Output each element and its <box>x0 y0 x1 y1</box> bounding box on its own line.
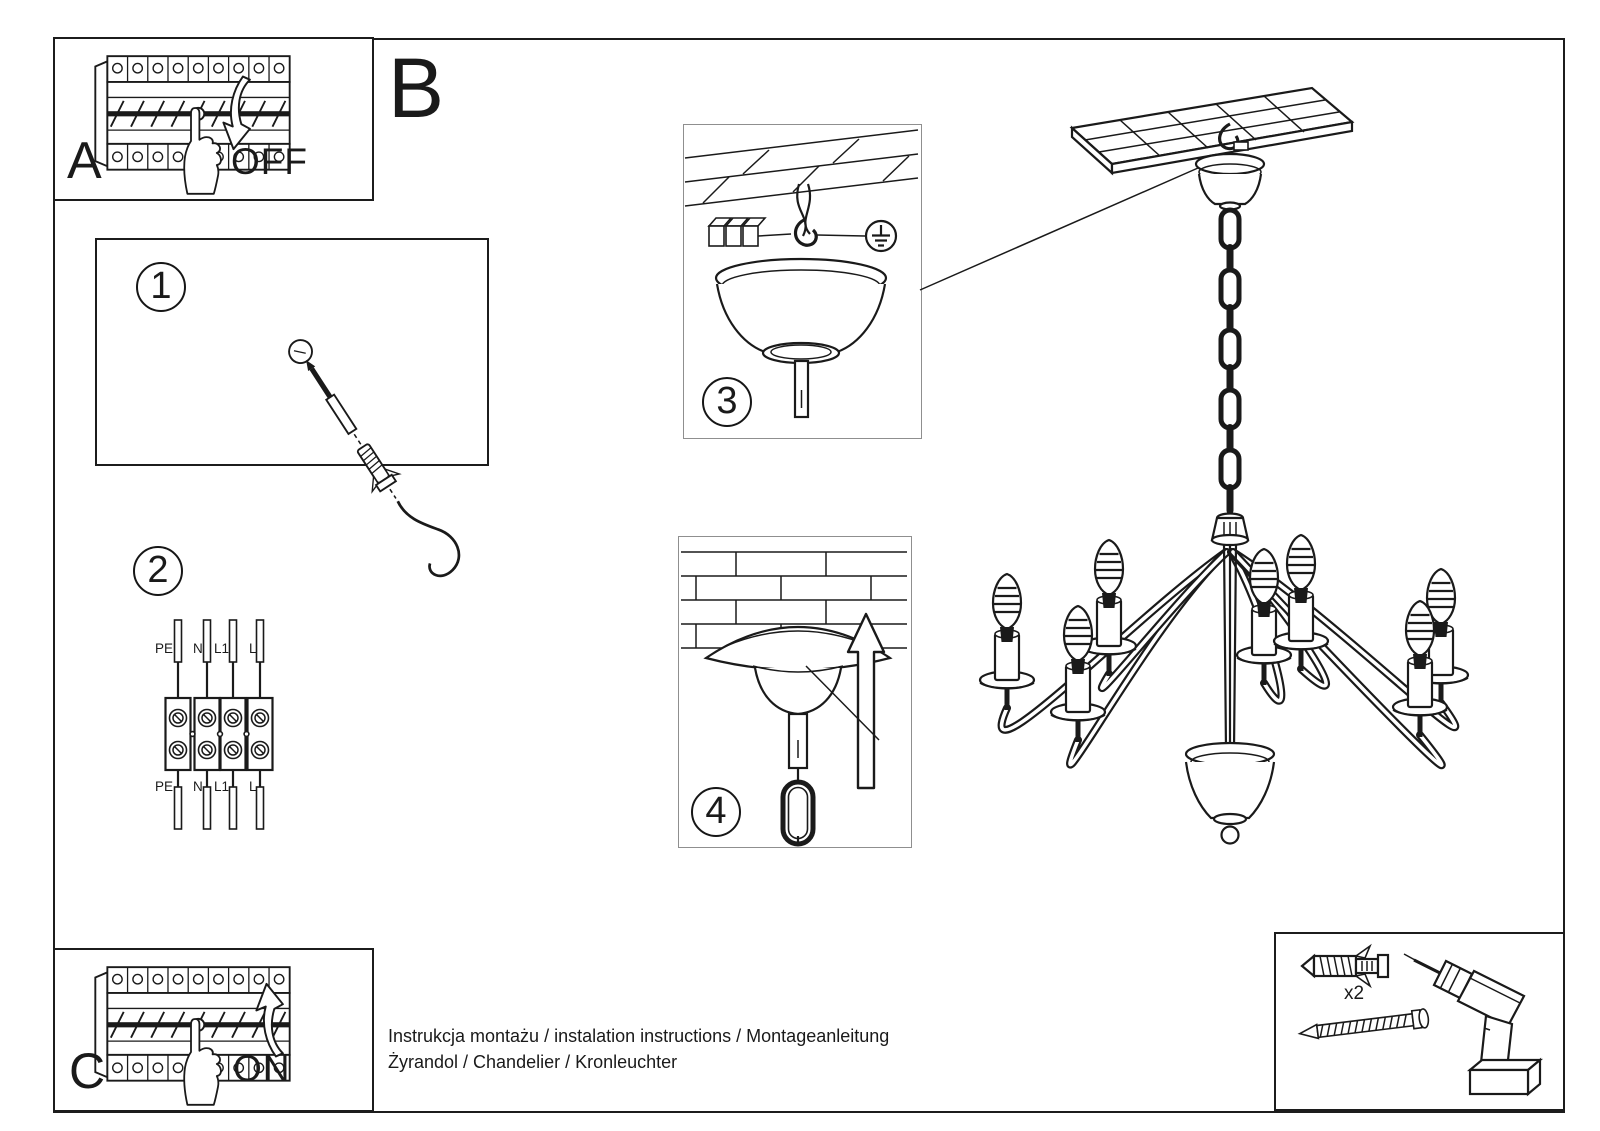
chandelier-body <box>980 514 1468 844</box>
footer-product-line: Żyrandol / Chandelier / Kronleuchter <box>388 1052 678 1072</box>
ceiling-hook-icon <box>389 487 467 580</box>
terminal-connector-icon <box>709 218 791 246</box>
wire-label-pe-top: PE <box>155 641 174 656</box>
chandelier-canopy <box>1196 154 1264 210</box>
chandelier-illustration <box>920 60 1560 940</box>
earth-symbol-icon <box>866 221 896 251</box>
step-4-number: 4 <box>691 787 741 837</box>
screw-icon <box>1299 1008 1430 1043</box>
wall-plug-icon <box>349 438 402 495</box>
supply-wires <box>175 620 264 698</box>
hanging-chain <box>1221 210 1239 514</box>
wall-plug-icon <box>1302 946 1388 986</box>
ceiling-tiles <box>685 130 918 206</box>
detail-leader-line <box>920 168 1198 290</box>
chain-link-icon <box>783 782 813 846</box>
step-a-panel <box>53 37 374 201</box>
power-off-illustration <box>55 39 372 200</box>
wire-label-l-top: L <box>249 641 257 656</box>
wire-label-n-top: N <box>193 641 203 656</box>
drill-bit-icon <box>302 358 356 434</box>
threaded-tube <box>789 714 807 768</box>
step-1-number: 1 <box>136 262 186 312</box>
terminal-block <box>166 698 273 770</box>
step-3-number: 3 <box>702 377 752 427</box>
center-bowl <box>1186 743 1274 844</box>
drill-plug-hook-illustration <box>95 238 515 583</box>
section-b-label: B <box>388 41 445 135</box>
top-cap <box>1212 514 1248 546</box>
on-label: ON <box>233 1048 291 1089</box>
step-2-number: 2 <box>133 546 183 596</box>
step-c-panel <box>53 948 374 1112</box>
wire-label-l1-top: L1 <box>214 641 230 656</box>
tools-illustration <box>1274 932 1561 1107</box>
off-label: OFF <box>231 141 308 182</box>
wire-label-n-bottom: N <box>193 779 203 794</box>
wire-label-l1-bottom: L1 <box>214 779 230 794</box>
dowel-count-label: x2 <box>1344 983 1365 1004</box>
up-arrow-icon <box>848 614 884 788</box>
step-c-label: C <box>69 1043 106 1099</box>
wire-label-l-bottom: L <box>249 779 257 794</box>
wire-label-pe-bottom: PE <box>155 779 174 794</box>
step-a-label: A <box>67 132 102 190</box>
footer-title-line: Instrukcja montażu / instalation instructions / Montageanleitung <box>388 1026 890 1046</box>
